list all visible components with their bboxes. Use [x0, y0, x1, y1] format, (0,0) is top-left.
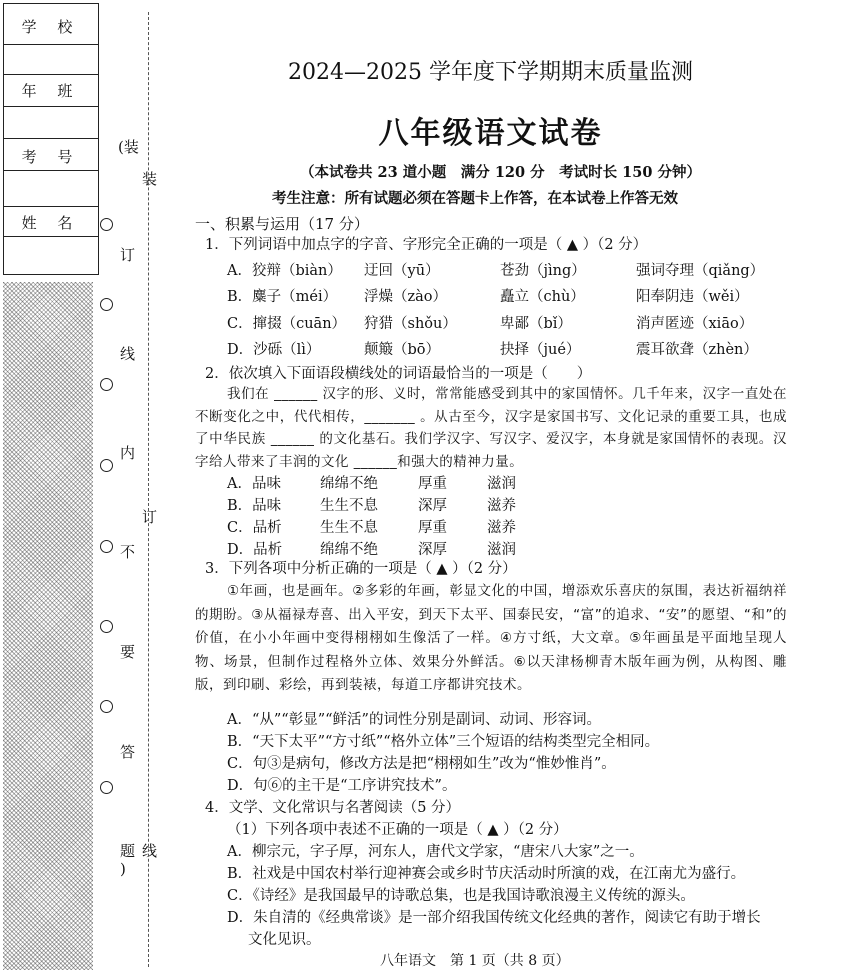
- seal-text: 题: [120, 842, 136, 860]
- q2-option: 滋润: [487, 476, 516, 492]
- seal-text: (装: [118, 138, 139, 156]
- q2-option: 滋润: [487, 542, 516, 558]
- q1-option: C．撺掇（cuān）: [227, 316, 347, 332]
- q4-stem: 4．文学、文化常识与名著阅读（5 分）: [205, 800, 461, 816]
- q2-option: 生生不息: [320, 498, 378, 514]
- binding-hole: [100, 700, 113, 713]
- seal-text: 要: [120, 643, 136, 661]
- q2-option: 滋养: [487, 520, 516, 536]
- q1-option: 浮燥（zào）: [364, 289, 448, 305]
- q1-option: 消声匿迹（xiāo）: [636, 316, 754, 332]
- q4-option: C．《诗经》是我国最早的诗歌总集，也是我国诗歌浪漫主义传统的源头。: [227, 888, 695, 904]
- q1-option: 颠簸（bō）: [364, 342, 441, 358]
- seal-text: 线: [120, 345, 136, 363]
- q3-option: B．“天下太平”“方寸纸”“格外立体”三个短语的结构类型完全相同。: [227, 734, 660, 750]
- exam-no-label: 考 号: [21, 148, 81, 166]
- q2-option: B．品味: [227, 498, 282, 514]
- q1-option: 苍劲（jìng）: [500, 263, 586, 279]
- q1-option: 抉择（jué）: [500, 342, 581, 358]
- exam-no-field[interactable]: [4, 170, 98, 207]
- q4-option-continued: 文化见识。: [248, 932, 321, 948]
- q1-option: 迂回（yū）: [364, 263, 440, 279]
- name-label: 姓 名: [21, 214, 81, 232]
- q2-stem: 2．依次填入下面语段横线处的词语最恰当的一项是（ ）: [205, 366, 592, 382]
- q3-stem: 3．下列各项中分析正确的一项是（ ▲ ）（2 分）: [205, 561, 517, 577]
- seal-text-right: 装: [142, 170, 158, 188]
- q3-option: A．“从”“彰显”“鲜活”的词性分别是副词、动词、形容词。: [227, 712, 601, 728]
- q1-option: 强词夺理（qiǎng）: [636, 263, 765, 279]
- q2-option: 绵绵不绝: [320, 542, 378, 558]
- q4-option: D．朱自清的《经典常谈》是一部介绍我国传统文化经典的著作，阅读它有助于增长: [227, 910, 761, 926]
- section-heading: 一、积累与运用（17 分）: [195, 215, 369, 233]
- seal-text: ): [120, 860, 126, 878]
- q2-option: 厚重: [418, 520, 447, 536]
- seal-text-right: 线: [142, 842, 158, 860]
- exam-info: （本试卷共 23 道小题 满分 120 分 考试时长 150 分钟）: [300, 164, 701, 181]
- q1-stem: 1．下列词语中加点字的字音、字形完全正确的一项是（ ▲ ）（2 分）: [205, 237, 648, 253]
- q1-option: B．麋子（méi）: [227, 289, 338, 305]
- q2-option: 厚重: [418, 476, 447, 492]
- q2-option: 绵绵不绝: [320, 476, 378, 492]
- q1-option: 卑鄙（bǐ）: [500, 316, 572, 332]
- binding-hole: [100, 298, 113, 311]
- exam-title: 2024—2025 学年度下学期期末质量监测: [288, 60, 693, 85]
- hatched-binding-area: [3, 282, 93, 970]
- school-label: 学 校: [21, 18, 81, 36]
- binding-hole: [100, 218, 113, 231]
- q2-option: C．品析: [227, 520, 282, 536]
- binding-hole: [100, 540, 113, 553]
- q3-passage: ①年画，也是画年。②多彩的年画，彰显文化的中国，增添欢乐喜庆的氛围，表达祈福纳祥的期盼。③从福禄寿喜、出入平安，到天下太平、国泰民安，“富”的追求、“安”的愿望、“和”的价值，在小小年画中变得栩栩如生像活了一样。④方寸纸，大文章。⑤年画虽是平面地呈现人物、场景，但制作过程格外立体、效果分外鲜活。⑥以天津杨柳青木版年画为例，从构图、雕版，到印刷、彩绘，再到装裱，每道工序都讲究技术。: [195, 583, 787, 693]
- q1-option: 阳奉阴违（wěi）: [636, 289, 749, 305]
- q1-option: 矗立（chù）: [500, 289, 585, 305]
- q2-option: D．品析: [227, 542, 283, 558]
- paper-title: 八年级语文试卷: [378, 116, 603, 151]
- q1-option: 震耳欲聋（zhèn）: [636, 342, 758, 358]
- seal-text: 不: [120, 543, 136, 561]
- q2-option: 深厚: [418, 498, 447, 514]
- seal-text: 内: [120, 444, 136, 462]
- q1-option: D．沙砾（lì）: [227, 342, 321, 358]
- seal-text-right: 订: [142, 508, 158, 526]
- q4-option: A．柳宗元，字子厚，河东人，唐代文学家，“唐宋八大家”之一。: [227, 844, 644, 860]
- binding-hole: [100, 620, 113, 633]
- seal-text: 答: [120, 743, 136, 761]
- q4-option: B．社戏是中国农村举行迎神赛会或乡时节庆活动时所演的戏，在江南尤为盛行。: [227, 866, 746, 882]
- q2-passage: 我们在 ______ 汉字的形、义时，常常能感受到其中的家国情怀。几千年来，汉字一直处在不断变化之中，代代相传，_______ 。从古至今，汉字是家国书写、文化记录的重要工具，也成了中华民族 ______ 的文化基石。我们学汉字、写汉字、爱汉字，本身就是家国情怀的表现。汉字给人带来了丰润的文化 ______和强大的精神力量。: [195, 386, 787, 470]
- q2-option: 深厚: [418, 542, 447, 558]
- q4-subquestion: （1）下列各项中表述不正确的一项是（ ▲ ）（2 分）: [227, 822, 568, 838]
- q3-option: D．句⑥的主干是“工序讲究技术”。: [227, 778, 457, 794]
- q2-option: 滋养: [487, 498, 516, 514]
- seal-text: 订: [120, 246, 136, 264]
- q2-option: A．品味: [227, 476, 281, 492]
- q1-option: A．狡辩（biàn）: [227, 263, 342, 279]
- q2-option: 生生不息: [320, 520, 378, 536]
- binding-hole: [100, 459, 113, 472]
- binding-hole: [100, 378, 113, 391]
- q3-option: C．句③是病句，修改方法是把“栩栩如生”改为“惟妙惟肖”。: [227, 756, 616, 772]
- page-footer: 八年语文 第 1 页（共 8 页）: [380, 953, 570, 969]
- class-label: 年 班: [21, 82, 81, 100]
- q1-option: 狩猎（shǒu）: [364, 316, 457, 332]
- exam-notice: 考生注意：所有试题必须在答题卡上作答，在本试卷上作答无效: [272, 190, 678, 207]
- binding-hole: [100, 781, 113, 794]
- cut-line: [148, 12, 149, 967]
